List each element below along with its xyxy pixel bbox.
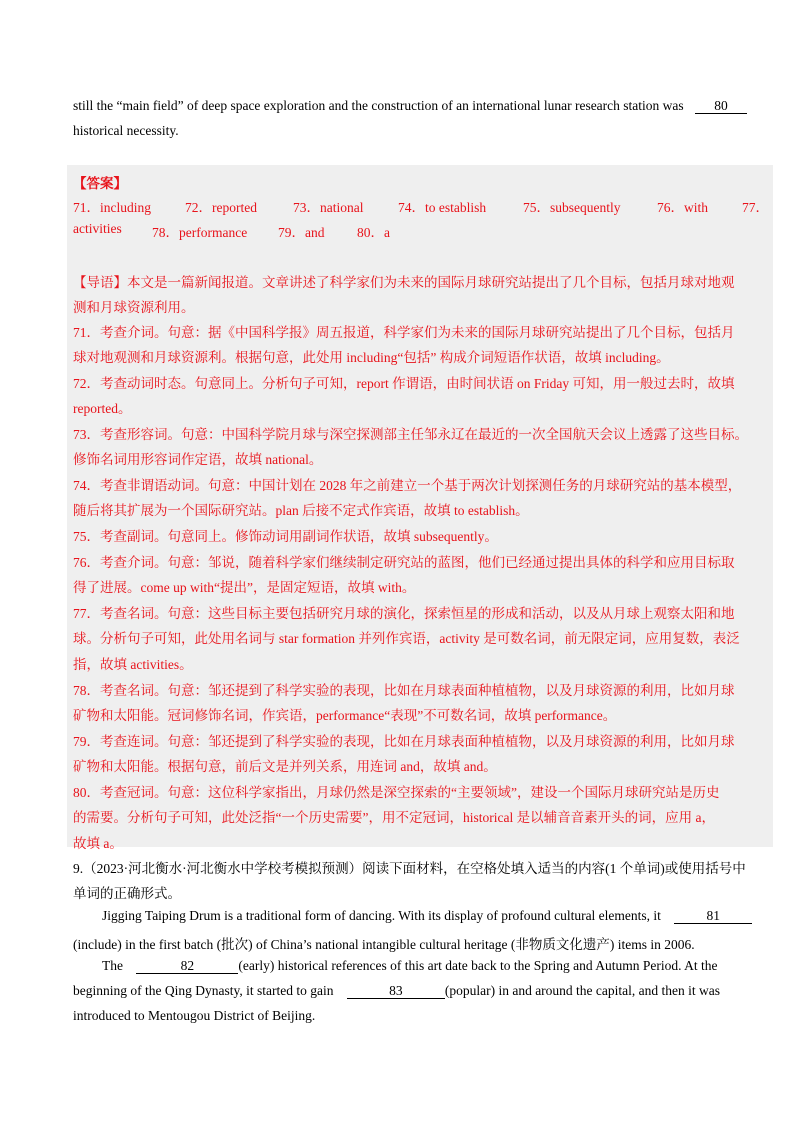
passage-line (73, 983, 720, 999)
explanation-line: 的需要。分析句子可知，此处泛指“一个历史需要”，用不定冠词，historical 是以辅音音素开头的词，应用 a， (73, 810, 715, 825)
answer-item: activities (73, 221, 122, 236)
blank-83[interactable]: 83 (347, 984, 445, 999)
answer-item: 77． (742, 200, 769, 215)
explanation-line: 故填 a。 (73, 836, 123, 851)
answer-header: 【答案】 (73, 176, 127, 191)
explanation-line: reported。 (73, 401, 132, 416)
blank-80[interactable]: 80 (695, 99, 747, 114)
explanation-line: 77．考查名词。句意：这些目标主要包括研究月球的演化，探索恒星的形成和活动，以及从月球上观察太阳和地 (73, 606, 735, 621)
answer-item: 80．a (357, 225, 390, 240)
answer-row (73, 221, 773, 239)
answer-item: 78．performance (152, 225, 248, 240)
guide-header: 【导语】本文是一篇新闻报道。文章讲述了科学家们为未来的国际月球研究站提出了几个目标，包括月球对地观 (73, 275, 735, 290)
passage-line (102, 958, 717, 974)
explanation-line: 球对地观测和月球资源利。根据句意，此处用 including“包括” 构成介词短语作状语，故填 including。 (73, 350, 670, 365)
question-intro: 9.（2023·河北衡水·河北衡水中学校考模拟预测）阅读下面材料，在空格处填入适当的内容(1 个单词)或使用括号中 (73, 861, 746, 876)
explanation-line: 指，故填 activities。 (73, 657, 193, 672)
explanation-line: 78．考查名词。句意：邹还提到了科学实验的表现，比如在月球表面种植植物，以及月球资源的利用，比如月球 (73, 683, 735, 698)
question-intro: 单词的正确形式。 (73, 886, 181, 901)
passage-text: (popular) in and around the capital, and then it was (444, 983, 721, 998)
explanation-line: 73．考查形容词。句意：中国科学院月球与深空探测部主任邹永辽在最近的一次全国航天会议上透露了这些目标。 (73, 427, 748, 442)
explanation-line: 71．考查介词。句意：据《中国科学报》周五报道，科学家们为未来的国际月球研究站提出了几个目标，包括月 (73, 325, 735, 340)
explanation-line: 75．考查副词。句意同上。修饰动词用副词作状语，故填 subsequently。 (73, 529, 498, 544)
answer-item: 71．including (73, 200, 151, 215)
answer-item: 79．and (278, 225, 325, 240)
passage-text: The (102, 958, 123, 973)
answer-item: 72．reported (185, 200, 257, 215)
blank-81[interactable]: 81 (674, 909, 752, 924)
guide-line: 测和月球资源利用。 (73, 300, 195, 315)
passage-line: (include) in the first batch (批次) of China’s national intangible cultural heritage (非物质文化遗产) items in 2006. (73, 937, 695, 952)
explanation-line: 74．考查非谓语动词。句意：中国计划在 2028 年之前建立一个基于两次计划探测任务的月球研究站的基本模型， (73, 478, 742, 493)
paragraph-line: historical necessity. (73, 123, 179, 138)
answer-item: 74．to establish (398, 200, 487, 215)
answer-row (73, 196, 773, 214)
explanation-line: 76．考查介词。句意：邹说，随着科学家们继续制定研究站的蓝图，他们已经通过提出具体的科学和应用目标取 (73, 555, 735, 570)
passage-line (102, 908, 752, 924)
passage-text: beginning of the Qing Dynasty, it started to gain (73, 983, 334, 998)
paragraph-text: still the “main field” of deep space exploration and the construction of an international lunar research station was (73, 98, 684, 113)
paragraph-line (73, 98, 747, 114)
answer-item: 73．national (293, 200, 364, 215)
passage-text: Jigging Taiping Drum is a traditional form of dancing. With its display of profound cultural elements, it (102, 908, 661, 923)
explanation-line: 随后将其扩展为一个国际研究站。plan 后接不定式作宾语，故填 to establish。 (73, 503, 529, 518)
passage-line: introduced to Mentougou District of Beijing. (73, 1008, 316, 1023)
explanation-line: 矿物和太阳能。根据句意，前后文是并列关系，用连词 and，故填 and。 (73, 759, 497, 774)
explanation-line: 球。分析句子可知，此处用名词与 star formation 并列作宾语，activity 是可数名词，前无限定词，应用复数，表泛 (73, 631, 740, 646)
explanation-line: 80．考查冠词。句意：这位科学家指出，月球仍然是深空探索的“主要领域”，建设一个国际月球研究站是历史 (73, 785, 720, 800)
blank-82[interactable]: 82 (136, 959, 238, 974)
explanation-line: 得了进展。come up with“提出”，是固定短语，故填 with。 (73, 580, 416, 595)
explanation-line: 72．考查动词时态。句意同上。分析句子可知，report 作谓语，由时间状语 on Friday 可知，用一般过去时，故填 (73, 376, 735, 391)
explanation-line: 修饰名词用形容词作定语，故填 national。 (73, 452, 323, 467)
passage-text: (early) historical references of this art date back to the Spring and Autumn Period. At the (238, 958, 718, 973)
explanation-line: 79．考查连词。句意：邹还提到了科学实验的表现，比如在月球表面种植植物，以及月球资源的利用，比如月球 (73, 734, 735, 749)
explanation-line: 矿物和太阳能。冠词修饰名词，作宾语，performance“表现”不可数名词，故填 performance。 (73, 708, 617, 723)
answer-item: 75．subsequently (523, 200, 621, 215)
answer-item: 76．with (657, 200, 709, 215)
